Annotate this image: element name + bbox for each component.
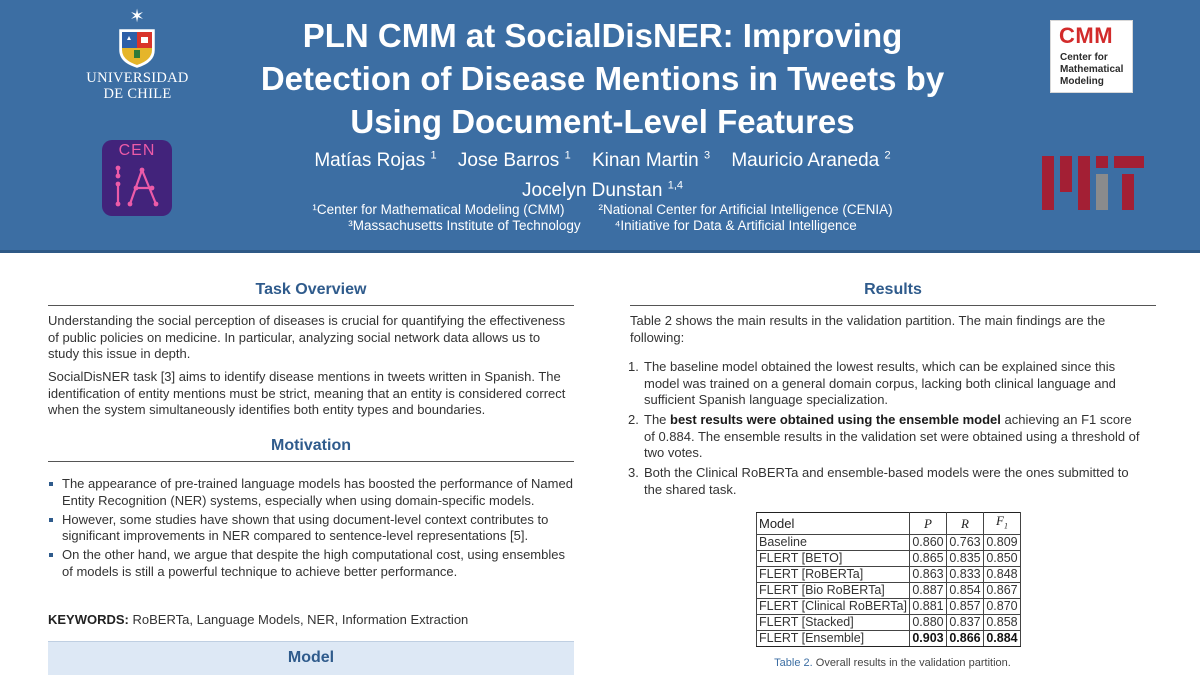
university-name-line2: DE CHILE [103,86,172,102]
affiliations [240,202,965,234]
author-line-2 [240,173,965,202]
affiliation-4: ⁴Initiative for Data & Artificial Intelligence [614,218,857,233]
table-row: FLERT [BETO] 0.865 0.835 0.850 [757,550,1021,566]
poster-header [0,0,1200,253]
list-item: The appearance of pre-trained language models has boosted the performance of Named Entity Recognition (NER) systems, especially when using domain-specific models. [48,476,574,509]
table-row: FLERT [Stacked] 0.880 0.837 0.858 [757,614,1021,630]
results-heading: Results [630,280,1156,306]
cenia-network-icon [112,164,162,210]
table-header-row [757,513,1021,535]
list-item: On the other hand, we argue that despite the high computational cost, using ensembles of models is still a powerful technique to achieve better performance. [48,547,574,580]
list-item: 2. The best results were obtained using the ensemble model achieving an F1 score of 0.884. The ensemble results in the validation set were obtained using a threshold of two votes. [628,412,1140,460]
model-section-header [48,641,574,675]
keywords-text: RoBERTa, Language Models, NER, Information Extraction [132,612,469,627]
list-item: 3. Both the Clinical RoBERTa and ensemble-based models were the ones submitted to the shared task. [628,465,1129,497]
results-table [756,512,1021,647]
author: Matías Rojas $^1$ [314,150,437,172]
table-row: FLERT [RoBERTa] 0.863 0.833 0.848 [757,566,1021,582]
table-row: Baseline 0.860 0.763 0.809 [757,534,1021,550]
item-number: 2. [628,412,639,427]
cmm-subtitle: Center for Mathematical Modeling [1060,52,1124,87]
column-header-recall: R [946,513,983,535]
mit-logo [1042,156,1144,210]
keywords-label: KEYWORDS: [48,612,129,627]
task-overview-paragraph-2: SocialDisNER task [3] aims to identify disease mentions in tweets written in Spanish. The identification of entity mentions must be strict, meaning that an entity is considered correct when the system simultaneously identifies both entity types and boundaries. [48,369,566,417]
university-name-line1: UNIVERSIDAD [86,70,189,86]
item-number: 3. [628,465,639,480]
model-heading: Model [287,649,335,666]
affiliation-1: ¹Center for Mathematical Modeling (CMM) [312,202,565,217]
cenia-wordmark: CEN [118,142,156,159]
affiliation-3: ³Massachusetts Institute of Technology [348,218,581,233]
cmm-wordmark: CMM [1059,23,1114,48]
column-header-f1: $F_1$ [983,513,1020,535]
author-list [240,144,965,203]
author: Jose Barros $^1$ [457,150,571,172]
list-item: However, some studies have shown that using document-level context contributes to significant improvements in NER compared to sentence-level representations [5]. [48,512,574,545]
results-findings-list [628,359,1140,502]
author: Jocelyn Dunstan $^{1,4}$ [521,179,684,201]
list-item: 1. The baseline model obtained the lowest results, which can be explained since this model was trained on a general domain corpus, lacking both clinical language and sufficient Spanish language specialization. [628,359,1116,407]
cenia-logo [102,140,172,216]
poster-title: PLN CMM at SocialDisNER: Improving Detection of Disease Mentions in Tweets by Using Document-Level Features [260,17,945,140]
table-caption-text: Overall results in the validation partition. [812,657,1011,669]
author: Mauricio Araneda $^2$ [731,150,891,172]
task-overview-heading: Task Overview [48,280,574,306]
table-caption-label: Table 2. [774,657,813,669]
task-overview-paragraph-1: Understanding the social perception of diseases is crucial for quantifying the effectiveness of public policies on medicine. In particular, analyzing social network data allows us to study this issue in depth. [48,313,566,361]
motivation-heading: Motivation [48,436,574,462]
keywords-line [48,612,574,629]
column-header-model: Model [757,513,910,535]
affiliation-2: ²National Center for Artificial Intelligence (CENIA) [598,202,893,217]
table-caption [740,656,1045,670]
item-number: 1. [628,359,639,374]
university-name [80,70,195,102]
highlighted-finding: best results were obtained using the ensemble model [670,412,1001,427]
table-row-best: FLERT [Ensemble] 0.903 0.866 0.884 [757,630,1021,646]
column-header-precision: P [909,513,946,535]
motivation-list [48,476,574,583]
cmm-logo [1050,20,1133,93]
table-row: FLERT [Bio RoBERTa] 0.887 0.854 0.867 [757,582,1021,598]
author: Kinan Martin $^3$ [591,150,711,172]
shield-icon [118,28,156,68]
table-row: FLERT [Clinical RoBERTa] 0.881 0.857 0.870 [757,598,1021,614]
results-intro: Table 2 shows the main results in the validation partition. The main findings are the following: [630,313,1106,345]
author-line-1 [240,144,965,173]
star-icon: ✶ [129,6,145,26]
